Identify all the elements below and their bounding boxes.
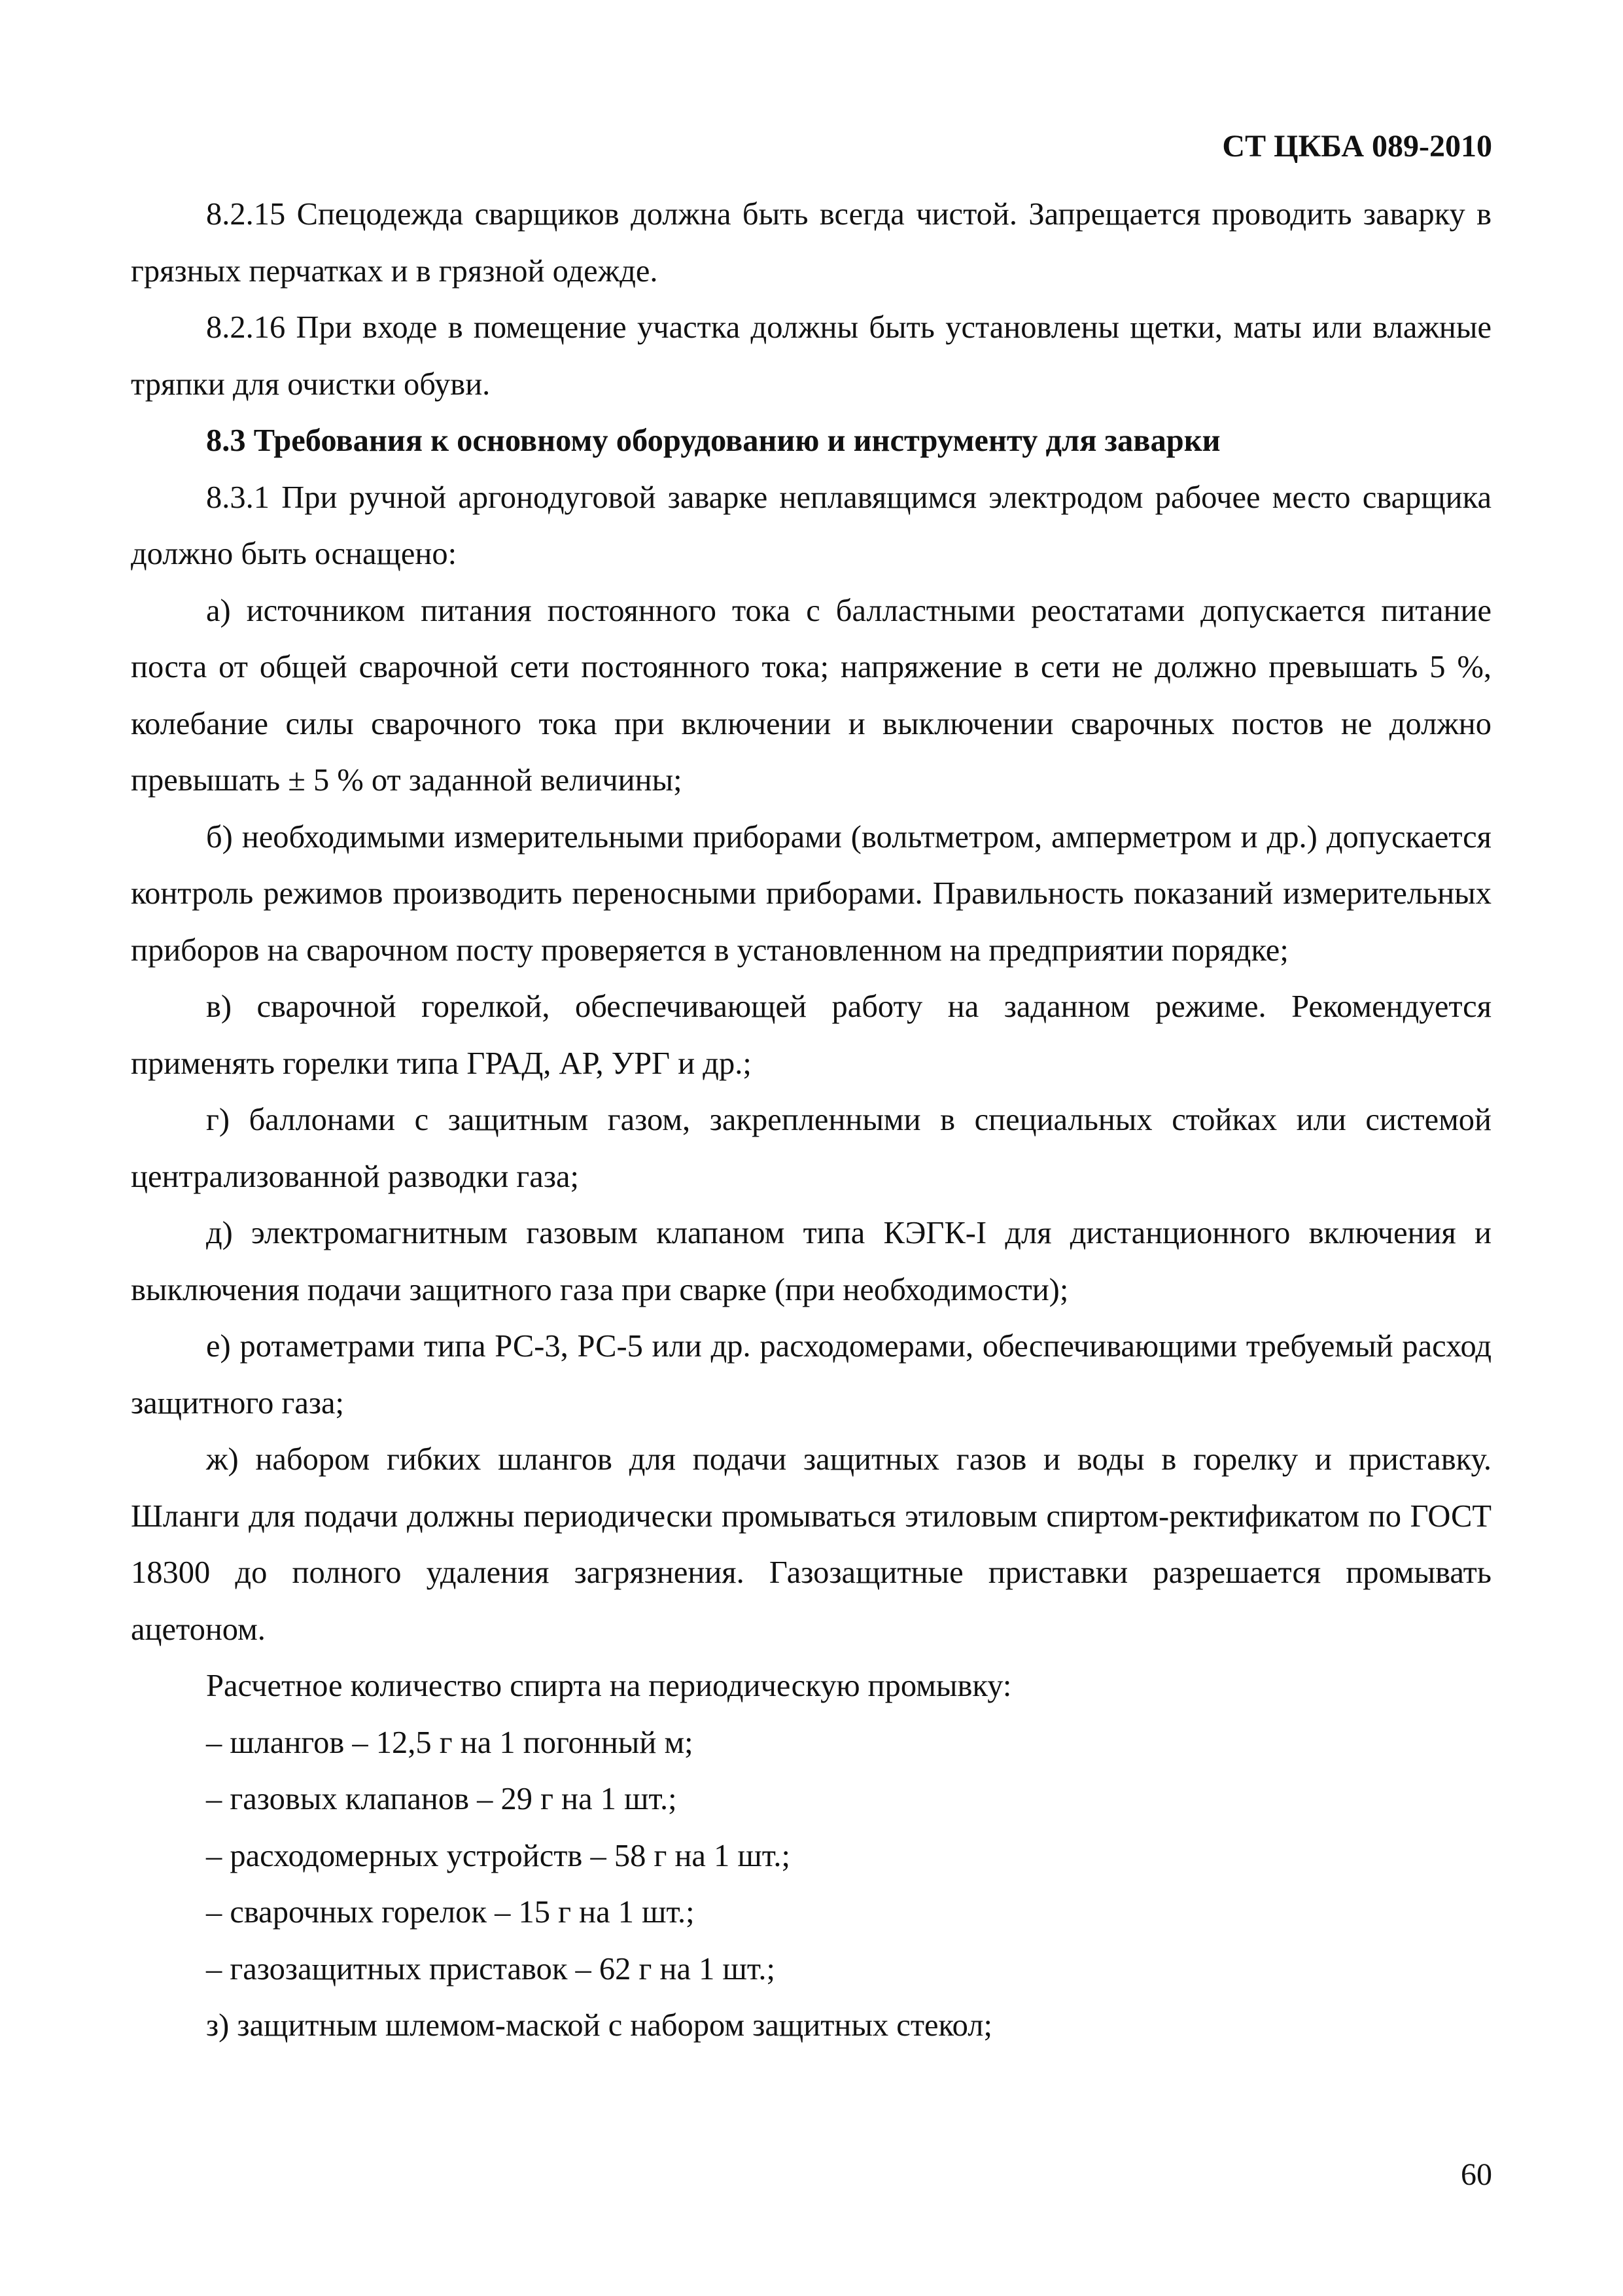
- list-item-b: б) необходимыми измерительными приборами (вольтметром, амперметром и др.) допускается контроль режимов производить переносными приборами. Правильность показаний измерительных приборов на сварочном посту проверяется в установленном на предприятии порядке;: [131, 819, 1492, 968]
- dash-item-torches: – сварочных горелок – 15 г на 1 шт.;: [206, 1895, 695, 1930]
- paragraph-8-2-16: 8.2.16 При входе в помещение участка должны быть установлены щетки, маты или влажные тряпки для очистки обуви.: [131, 310, 1492, 402]
- list-item-g: г) баллонами с защитным газом, закрепленными в специальных стойках или системой централизованной разводки газа;: [131, 1103, 1492, 1194]
- list-item-z: з) защитным шлемом-маской с набором защитных стекол;: [206, 2008, 992, 2043]
- dash-item-gas-valves: – газовых клапанов – 29 г на 1 шт.;: [206, 1782, 677, 1816]
- document-code-header: СТ ЦКБА 089-2010: [1222, 129, 1492, 164]
- dash-item-flowmeters: – расходомерных устройств – 58 г на 1 шт.;: [206, 1838, 790, 1873]
- dash-item-gas-shields: – газозащитных приставок – 62 г на 1 шт.;: [206, 1951, 776, 1987]
- calculation-intro: Расчетное количество спирта на периодическую промывку:: [206, 1669, 1012, 1703]
- paragraph-8-3-1: 8.3.1 При ручной аргонодуговой заварке неплавящимся электродом рабочее место сварщика должно быть оснащено:: [131, 480, 1492, 571]
- list-item-v: в) сварочной горелкой, обеспечивающей работу на заданном режиме. Рекомендуется применять горелки типа ГРАД, АР, УРГ и др.;: [131, 989, 1492, 1081]
- paragraph-8-2-15: 8.2.15 Спецодежда сварщиков должна быть всегда чистой. Запрещается проводить заварку в грязных перчатках и в грязной одежде.: [131, 197, 1492, 289]
- document-body: [131, 186, 1492, 2055]
- list-item-zh: ж) набором гибких шлангов для подачи защитных газов и воды в горелку и приставку. Шланги для подачи должны периодически промываться этиловым спиртом-ректификатом по ГОСТ 18300 до полного удаления загрязнения. Газозащитные приставки разрешается промывать ацетоном.: [131, 1442, 1492, 1647]
- list-item-e: е) ротаметрами типа РС-3, РС-5 или др. расходомерами, обеспечивающими требуемый расход защитного газа;: [131, 1329, 1492, 1421]
- dash-item-hoses: – шлангов – 12,5 г на 1 погонный м;: [206, 1725, 693, 1760]
- list-item-a: а) источником питания постоянного тока с балластными реостатами допускается питание поста от общей сварочной сети постоянного тока; напряжение в сети не должно превышать 5 %, колебание силы сварочного тока при включении и выключении сварочных постов не должно превышать ± 5 % от заданной величины;: [131, 593, 1492, 798]
- page-number: 60: [1461, 2157, 1492, 2192]
- section-heading-8-3: 8.3 Требования к основному оборудованию и инструменту для заварки: [206, 423, 1221, 458]
- list-item-d: д) электромагнитным газовым клапаном типа КЭГК-I для дистанционного включения и выключения подачи защитного газа при сварке (при необходимости);: [131, 1216, 1492, 1307]
